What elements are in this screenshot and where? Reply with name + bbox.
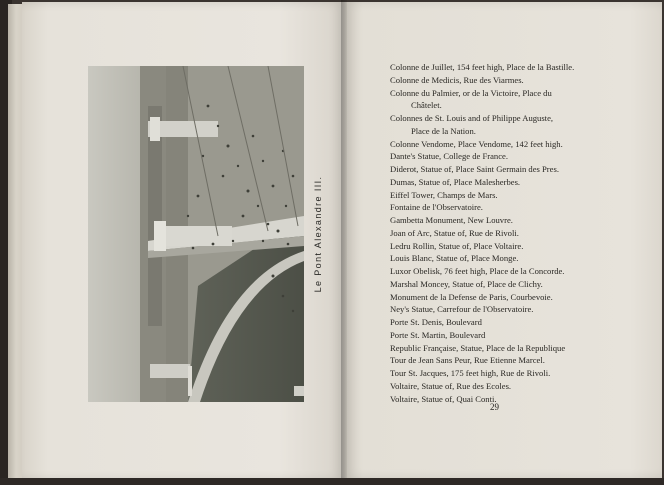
list-item [390,367,612,380]
list-item [390,316,612,329]
list-item [390,74,612,87]
list-item [390,61,612,74]
list-item-text: Colonne de Medicis, Rue des Viarmes. [390,74,524,85]
list-item-text: Louis Blanc, Statue of, Place Monge. [390,253,519,264]
list-item-text: Marshal Moncey, Statue of, Place de Clichy. [390,278,543,289]
bridge-photograph [88,66,304,402]
list-item [390,87,612,113]
list-item [390,138,612,151]
list-item [390,112,612,138]
list-item-text: Voltaire, Statue of, Quai Conti. [390,393,497,404]
list-item [390,163,612,176]
list-item [390,354,612,367]
page-number: 29 [490,402,499,412]
list-item-text: Monument de la Defense de Paris, Courbevoie. [390,291,553,302]
list-item-continuation: Châtelet. [411,100,442,111]
book-gutter [341,0,347,485]
list-item [390,265,612,278]
list-item [390,240,612,253]
list-item-text: Eiffel Tower, Champs de Mars. [390,189,498,200]
list-item-text: Ledru Rollin, Statue of, Place Voltaire. [390,240,524,251]
photo-caption: Le Pont Alexandre III. [313,175,323,293]
list-item [390,329,612,342]
list-item-text: Joan of Arc, Statue of, Rue de Rivoli. [390,227,519,238]
list-item-text: Dante's Statue, College de France. [390,151,509,162]
list-item-text: Fontaine de l'Observatoire. [390,202,483,213]
list-item [390,227,612,240]
list-item-text: Colonnes de St. Louis and of Philippe Auguste, [390,113,554,123]
list-item-text: Voltaire, Statue of, Rue des Ecoles. [390,380,512,391]
list-item [390,380,612,393]
list-item [390,303,612,316]
list-item-text: Tour de Jean Sans Peur, Rue Etienne Marcel. [390,355,545,366]
list-item [390,278,612,291]
list-item [390,214,612,227]
list-item-text: Diderot, Statue of, Place Saint Germain des Pres. [390,164,559,174]
list-item-text: Luxor Obelisk, 76 feet high, Place de la Concorde. [390,266,565,276]
list-item-text: Republic Française, Statue, Place de la Republique [390,342,566,353]
list-item-text: Colonne Vendome, Place Vendome, 142 feet high. [390,138,563,149]
list-item-text: Dumas, Statue of, Place Malesherbes. [390,176,521,187]
list-item-text: Tour St. Jacques, 175 feet high, Rue de Rivoli. [390,368,551,378]
bottom-shadow [0,478,664,485]
list-item-text: Colonne du Palmier, or de la Victoire, Place du [390,87,552,98]
list-item-continuation: Place de la Nation. [411,125,476,136]
list-item-text: Gambetta Monument, New Louvre. [390,215,513,225]
list-item [390,176,612,189]
list-item-text: Colonne de Juillet, 154 feet high, Place de la Bastille. [390,62,575,72]
list-item [390,150,612,163]
caption-column [306,66,330,402]
list-item-text: Porte St. Denis, Boulevard [390,317,482,327]
list-item [390,201,612,214]
list-item [390,342,612,355]
list-item [390,189,612,202]
list-item-text: Ney's Statue, Carrefour de l'Observatoire. [390,304,534,315]
list-item [390,252,612,265]
list-item-text: Porte St. Martin, Boulevard [390,329,486,340]
list-item [390,291,612,304]
list-item [390,393,612,406]
monument-list [390,61,612,405]
